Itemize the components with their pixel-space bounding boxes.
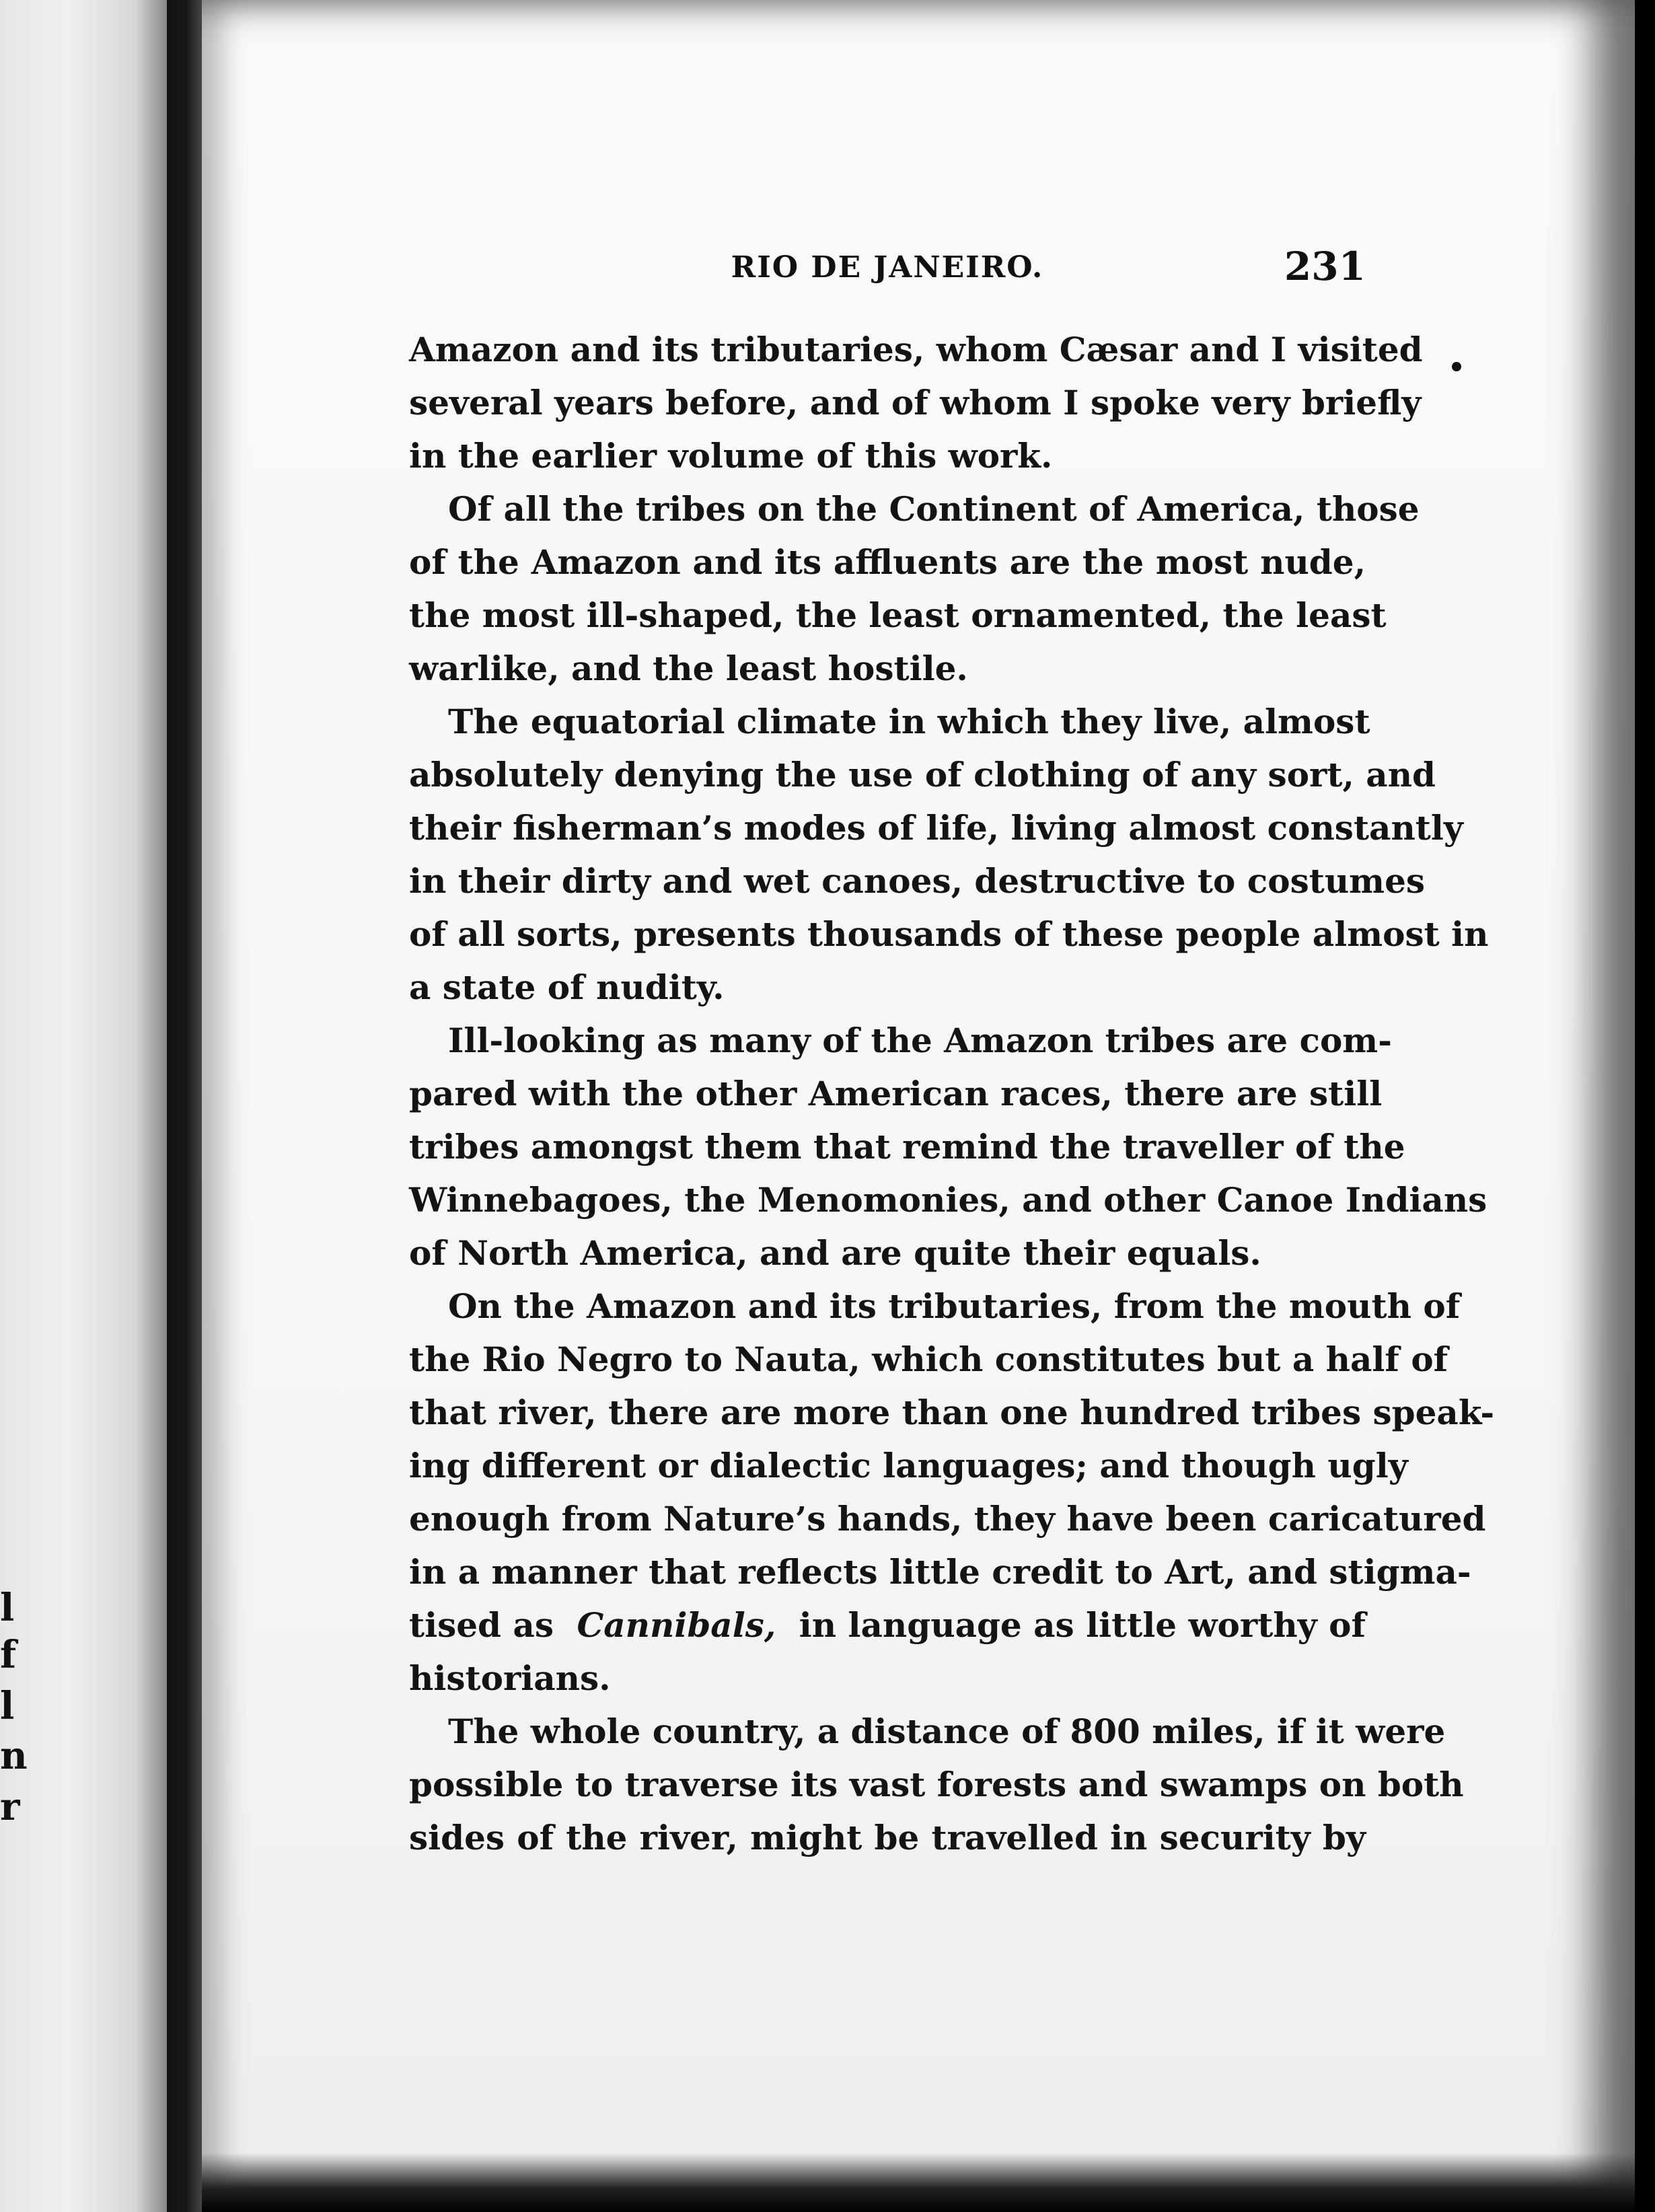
text-line: absolutely denying the use of clothing of any sort, and xyxy=(409,755,1436,795)
ink-speck xyxy=(1452,362,1461,371)
text-line: sides of the river, might be travelled in security by xyxy=(409,1818,1366,1857)
text-line: historians. xyxy=(409,1658,611,1698)
paragraph xyxy=(409,323,1423,482)
page-header xyxy=(409,244,1366,297)
text-line: ing different or dialectic languages; and though ugly xyxy=(409,1446,1408,1485)
text-line: tribes amongst them that remind the traveller of the xyxy=(409,1127,1405,1167)
text-line: Winnebagoes, the Menomonies, and other Canoe Indians xyxy=(409,1180,1487,1220)
paragraph xyxy=(409,1014,1487,1280)
paragraph xyxy=(409,482,1420,695)
text-line: in their dirty and wet canoes, destructive to costumes xyxy=(409,861,1426,901)
text-segment: in language as little worthy of xyxy=(787,1605,1366,1645)
text-line: The equatorial climate in which they live, almost xyxy=(448,702,1370,741)
text-line: of the Amazon and its affluents are the most nude, xyxy=(409,542,1366,582)
body-text xyxy=(409,323,1495,1864)
page-bottom-shadow xyxy=(202,2153,1635,2212)
text-line: possible to traverse its vast forests and swamps on both xyxy=(409,1765,1464,1804)
page-number: 231 xyxy=(1284,244,1366,289)
adjacent-page-edge xyxy=(0,0,167,2212)
left-page-fragment: r xyxy=(0,1785,20,1829)
book-gutter xyxy=(167,0,207,2212)
running-head: RIO DE JANEIRO. xyxy=(731,250,1044,285)
text-line: several years before, and of whom I spoke very briefly xyxy=(409,383,1422,422)
text-segment: tised as xyxy=(409,1605,566,1645)
text-line-with-italic xyxy=(409,1598,1366,1652)
text-line: of all sorts, presents thousands of these people almost in xyxy=(409,914,1489,954)
left-page-fragment: f xyxy=(0,1633,17,1677)
text-line: in the earlier volume of this work. xyxy=(409,436,1053,476)
text-line: The whole country, a distance of 800 miles, if it were xyxy=(448,1711,1446,1751)
left-page-fragment: l xyxy=(0,1684,15,1728)
left-page-fragment: n xyxy=(0,1734,28,1778)
paragraph xyxy=(409,695,1489,1014)
text-line: Ill-looking as many of the Amazon tribes are com- xyxy=(448,1021,1392,1060)
text-line: enough from Nature’s hands, they have been caricatured xyxy=(409,1499,1486,1539)
text-line: Amazon and its tributaries, whom Cæsar and I visited xyxy=(409,330,1423,369)
left-page-fragment: l xyxy=(0,1586,15,1630)
text-line: warlike, and the least hostile. xyxy=(409,649,968,688)
text-line: pared with the other American races, there are still xyxy=(409,1074,1383,1113)
text-line: of North America, and are quite their equals. xyxy=(409,1233,1261,1273)
text-line: their fisherman’s modes of life, living almost constantly xyxy=(409,808,1463,848)
paragraph xyxy=(409,1705,1464,1864)
text-line: the Rio Negro to Nauta, which constitutes but a half of xyxy=(409,1339,1448,1379)
text-line: a state of nudity. xyxy=(409,967,725,1007)
text-line: the most ill-shaped, the least ornamented, the least xyxy=(409,595,1387,635)
text-line: Of all the tribes on the Continent of America, those xyxy=(448,489,1420,529)
italic-word: Cannibals, xyxy=(577,1605,776,1645)
text-line: On the Amazon and its tributaries, from the mouth of xyxy=(448,1286,1461,1326)
paragraph xyxy=(409,1280,1495,1705)
text-line: that river, there are more than one hundred tribes speak- xyxy=(409,1393,1495,1432)
text-line: in a manner that reflects little credit to Art, and stigma- xyxy=(409,1552,1471,1592)
